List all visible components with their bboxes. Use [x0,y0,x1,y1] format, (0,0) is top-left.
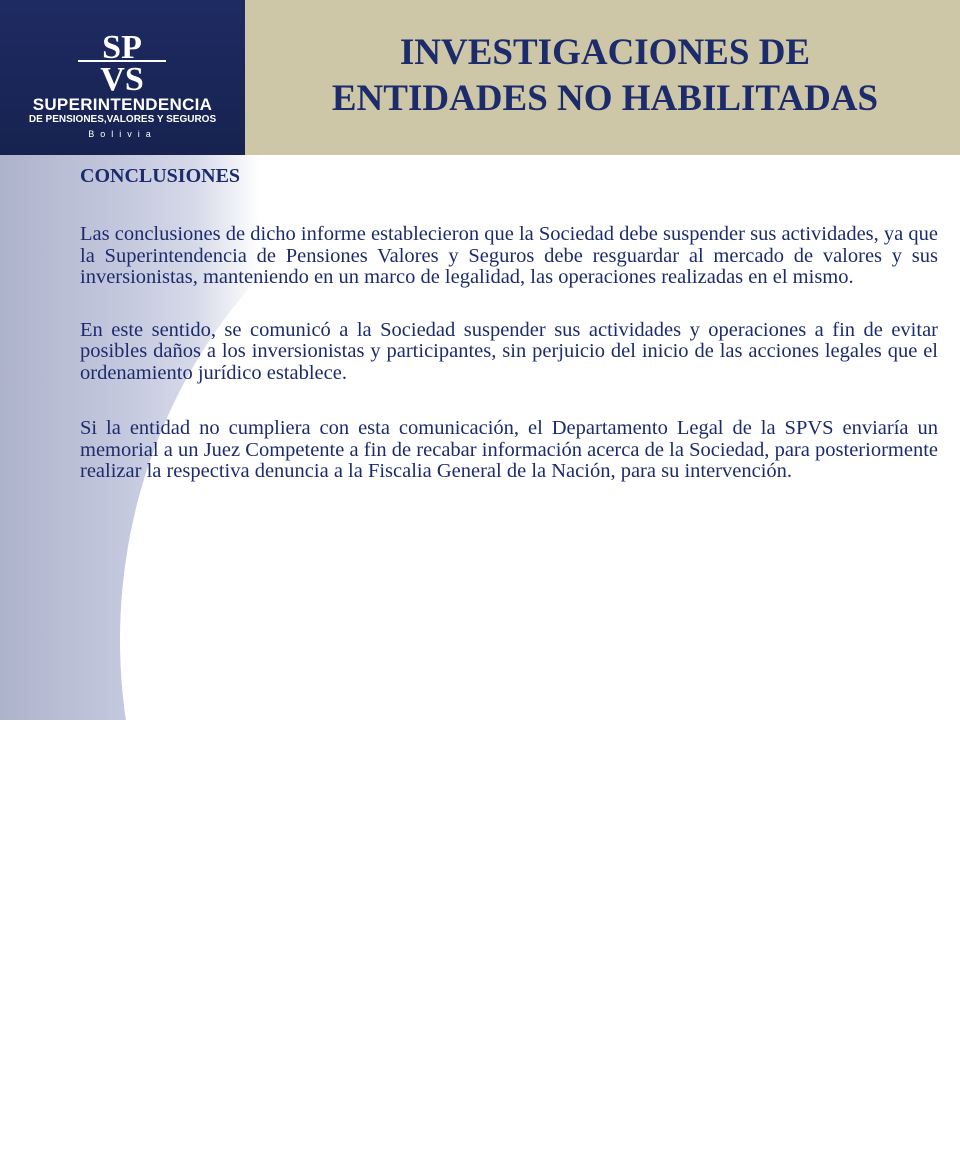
logo-country: Bolivia [88,129,157,139]
page-title [250,30,960,122]
monogram-top: SP [102,30,142,66]
paragraph-3: Si la entidad no cumpliera con esta comunicación, el Departamento Legal de la SPVS enviaría un memorial a un Juez Competente a fin de recabar información acerca de la Sociedad, para posteriormente realizar la respectiva denuncia a la Fiscalia General de la Nación, para su intervención. [80,417,938,482]
section-heading: CONCLUSIONES [80,165,241,187]
title-line-1: INVESTIGACIONES DE [399,32,811,73]
monogram-bottom: VS [100,61,144,92]
spvs-logo [0,0,245,155]
spvs-monogram-icon [72,30,172,92]
title-line-2: ENTIDADES NO HABILITADAS [331,78,879,119]
main-content [80,163,938,483]
logo-name: SUPERINTENDENCIA [32,95,213,114]
paragraph-1: Las conclusiones de dicho informe establecieron que la Sociedad debe suspender sus actividades, ya que la Superintendencia de Pensiones Valores y Seguros debe resguardar al mercado de valores y sus inversionistas, manteniendo en un marco de legalidad, las operaciones realizadas en el mismo. [80,223,938,288]
paragraph-2: En este sentido, se comunicó a la Sociedad suspender sus actividades y operaciones a fin de evitar posibles daños a los inversionistas y participantes, sin perjuicio del inicio de las acciones legales que el ordenamiento jurídico establece. [80,318,938,384]
logo-subname: DE PENSIONES,VALORES Y SEGUROS [28,114,217,125]
